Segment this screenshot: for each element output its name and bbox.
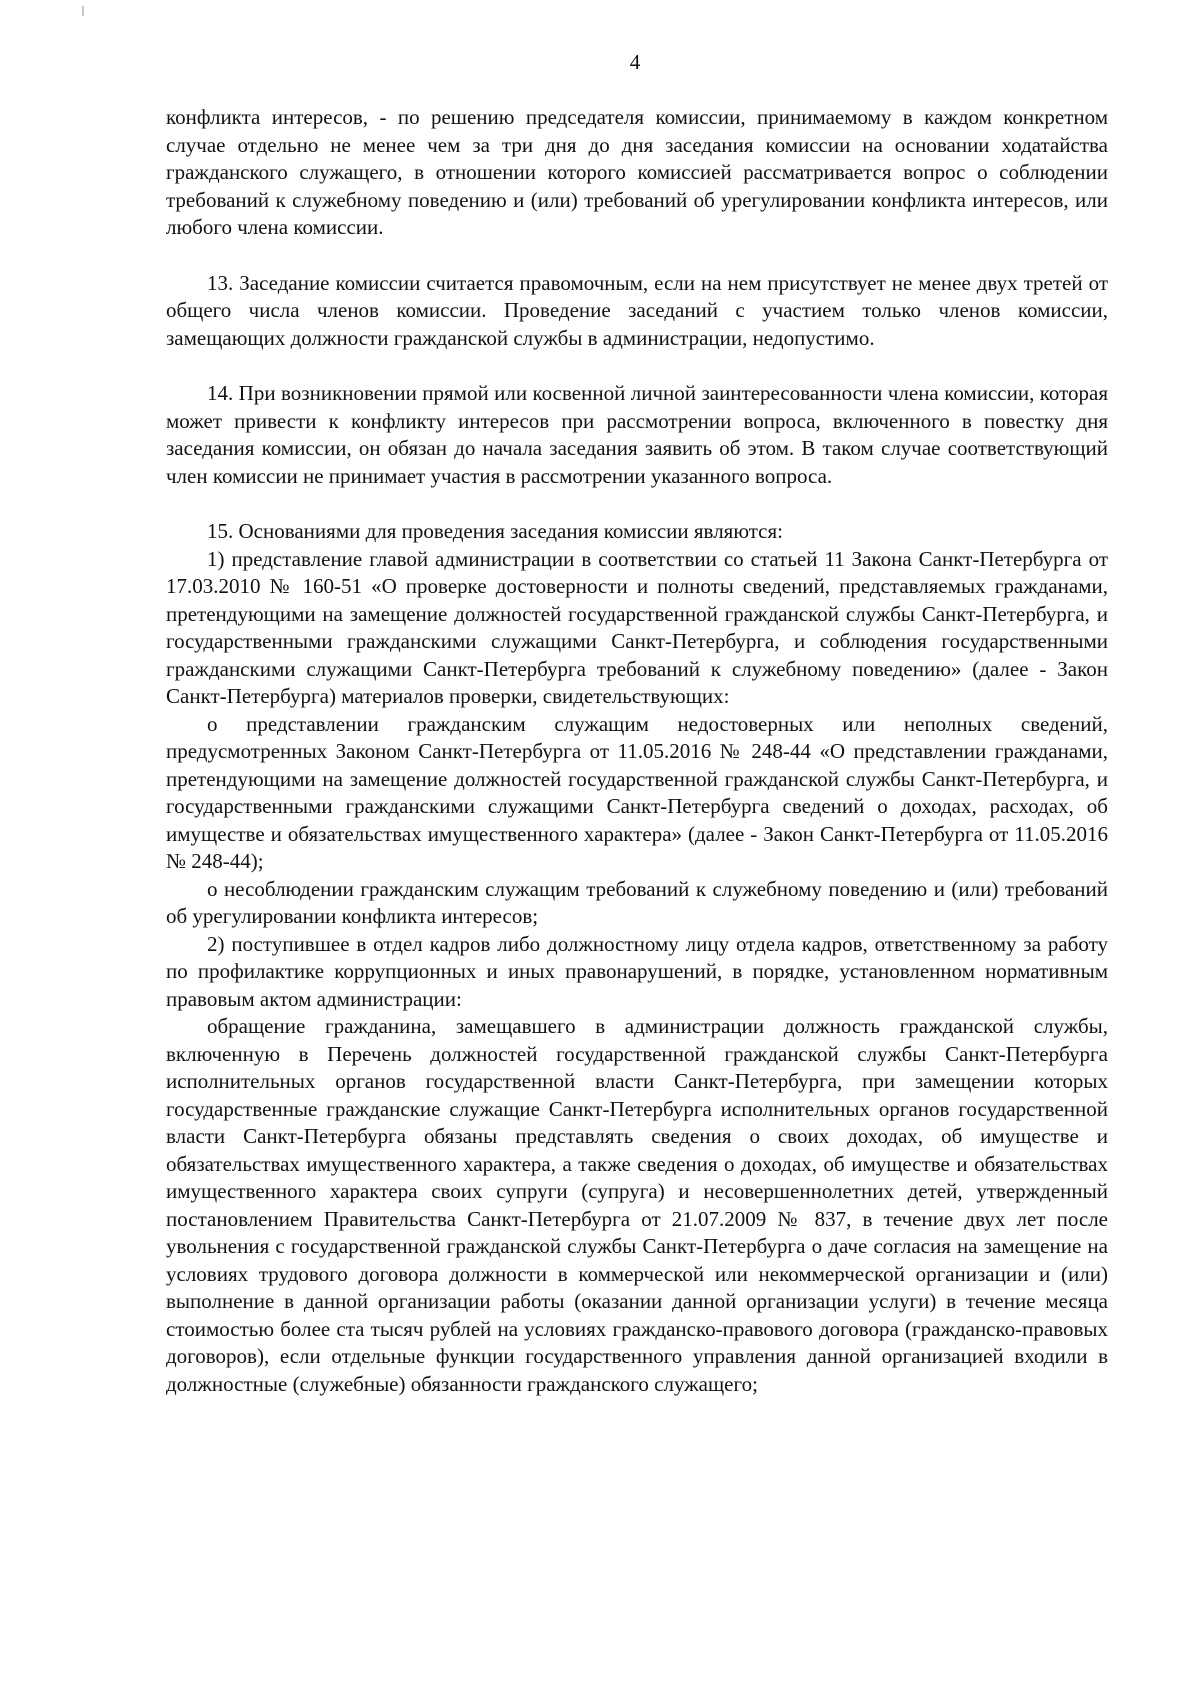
paragraph-15-item-1: 1) представление главой администрации в соответствии со статьей 11 Закона Санкт-Петербурга от 17.03.2010 № 160-51 «О проверке достоверности и полноты сведений, представляемых гражданами, претендующими на замещение должностей государственной гражданской службы Санкт-Петербурга, и государственными гражданскими служащими Санкт-Петербурга, и соблюдения государственными гражданскими служащими Санкт-Петербурга требований к служебному поведению» (далее - Закон Санкт-Петербурга) материалов проверки, свидетельствующих: (166, 546, 1108, 708)
paragraph-15-item-1-sub-b: о несоблюдении гражданским служащим требований к служебному поведению и (или) требований об урегулировании конфликта интересов; (166, 876, 1108, 928)
page-number: 4 (629, 50, 641, 74)
paragraph-13: 13. Заседание комиссии считается правомочным, если на нем присутствует не менее двух третей от общего числа членов комиссии. Проведение заседаний с участием только членов комиссии, замещающих должности гражданской службы в администрации, недопустимо. (166, 270, 1108, 350)
document-body (166, 104, 1108, 1398)
paragraph-continuation: конфликта интересов, - по решению председателя комиссии, принимаемому в каждом конкретном случае отдельно не менее чем за три дня до дня заседания комиссии на основании ходатайства гражданского служащего, в отношении которого комиссией рассматривается вопрос о соблюдении требований к служебному поведению и (или) требований об урегулировании конфликта интересов, или любого члена комиссии. (166, 105, 1108, 239)
paragraph-15-item-2: 2) поступившее в отдел кадров либо должностному лицу отдела кадров, ответственному за работу по профилактике коррупционных и иных правонарушений, в порядке, установленном нормативным правовым актом администрации: (166, 931, 1108, 1011)
scan-artifact (82, 6, 84, 16)
paragraph-14: 14. При возникновении прямой или косвенной личной заинтересованности члена комиссии, которая может привести к конфликту интересов при рассмотрении вопроса, включенного в повестку дня заседания комиссии, он обязан до начала заседания заявить об этом. В таком случае соответствующий член комиссии не принимает участия в рассмотрении указанного вопроса. (166, 381, 1108, 488)
paragraph-15-item-1-sub-a: о представлении гражданским служащим недостоверных или неполных сведений, предусмотренных Законом Санкт-Петербурга от 11.05.2016 № 248-44 «О представлении гражданами, претендующими на замещение должностей государственной гражданской службы Санкт-Петербурга, и государственными гражданскими служащими Санкт-Петербурга сведений о доходах, расходах, об имуществе и обязательствах имущественного характера» (далее - Закон Санкт-Петербурга от 11.05.2016 № 248-44); (166, 711, 1108, 873)
paragraph-15: 15. Основаниями для проведения заседания комиссии являются: (207, 519, 783, 543)
paragraph-15-item-2-sub-a: обращение гражданина, замещавшего в администрации должность гражданской службы, включенную в Перечень должностей государственной гражданской службы Санкт-Петербурга исполнительных органов государственной власти Санкт-Петербурга, при замещении которых государственные гражданские служащие Санкт-Петербурга исполнительных органов государственной власти Санкт-Петербурга обязаны представлять сведения о своих доходах, об имуществе и обязательствах имущественного характера, а также сведения о доходах, об имуществе и обязательствах имущественного характера своих супруги (супруга) и несовершеннолетних детей, утвержденный постановлением Правительства Санкт-Петербурга от 21.07.2009 № 837, в течение двух лет после увольнения с государственной гражданской службы Санкт-Петербурга о даче согласия на замещение на условиях трудового договора должности в коммерческой или некоммерческой организации и (или) выполнение в данной организации работы (оказании данной организации услуги) в течение месяца стоимостью более ста тысяч рублей на условиях гражданско-правового договора (гражданско-правовых договоров), если отдельные функции государственного управления данной организацией входили в должностные (служебные) обязанности гражданского служащего; (166, 1014, 1108, 1396)
